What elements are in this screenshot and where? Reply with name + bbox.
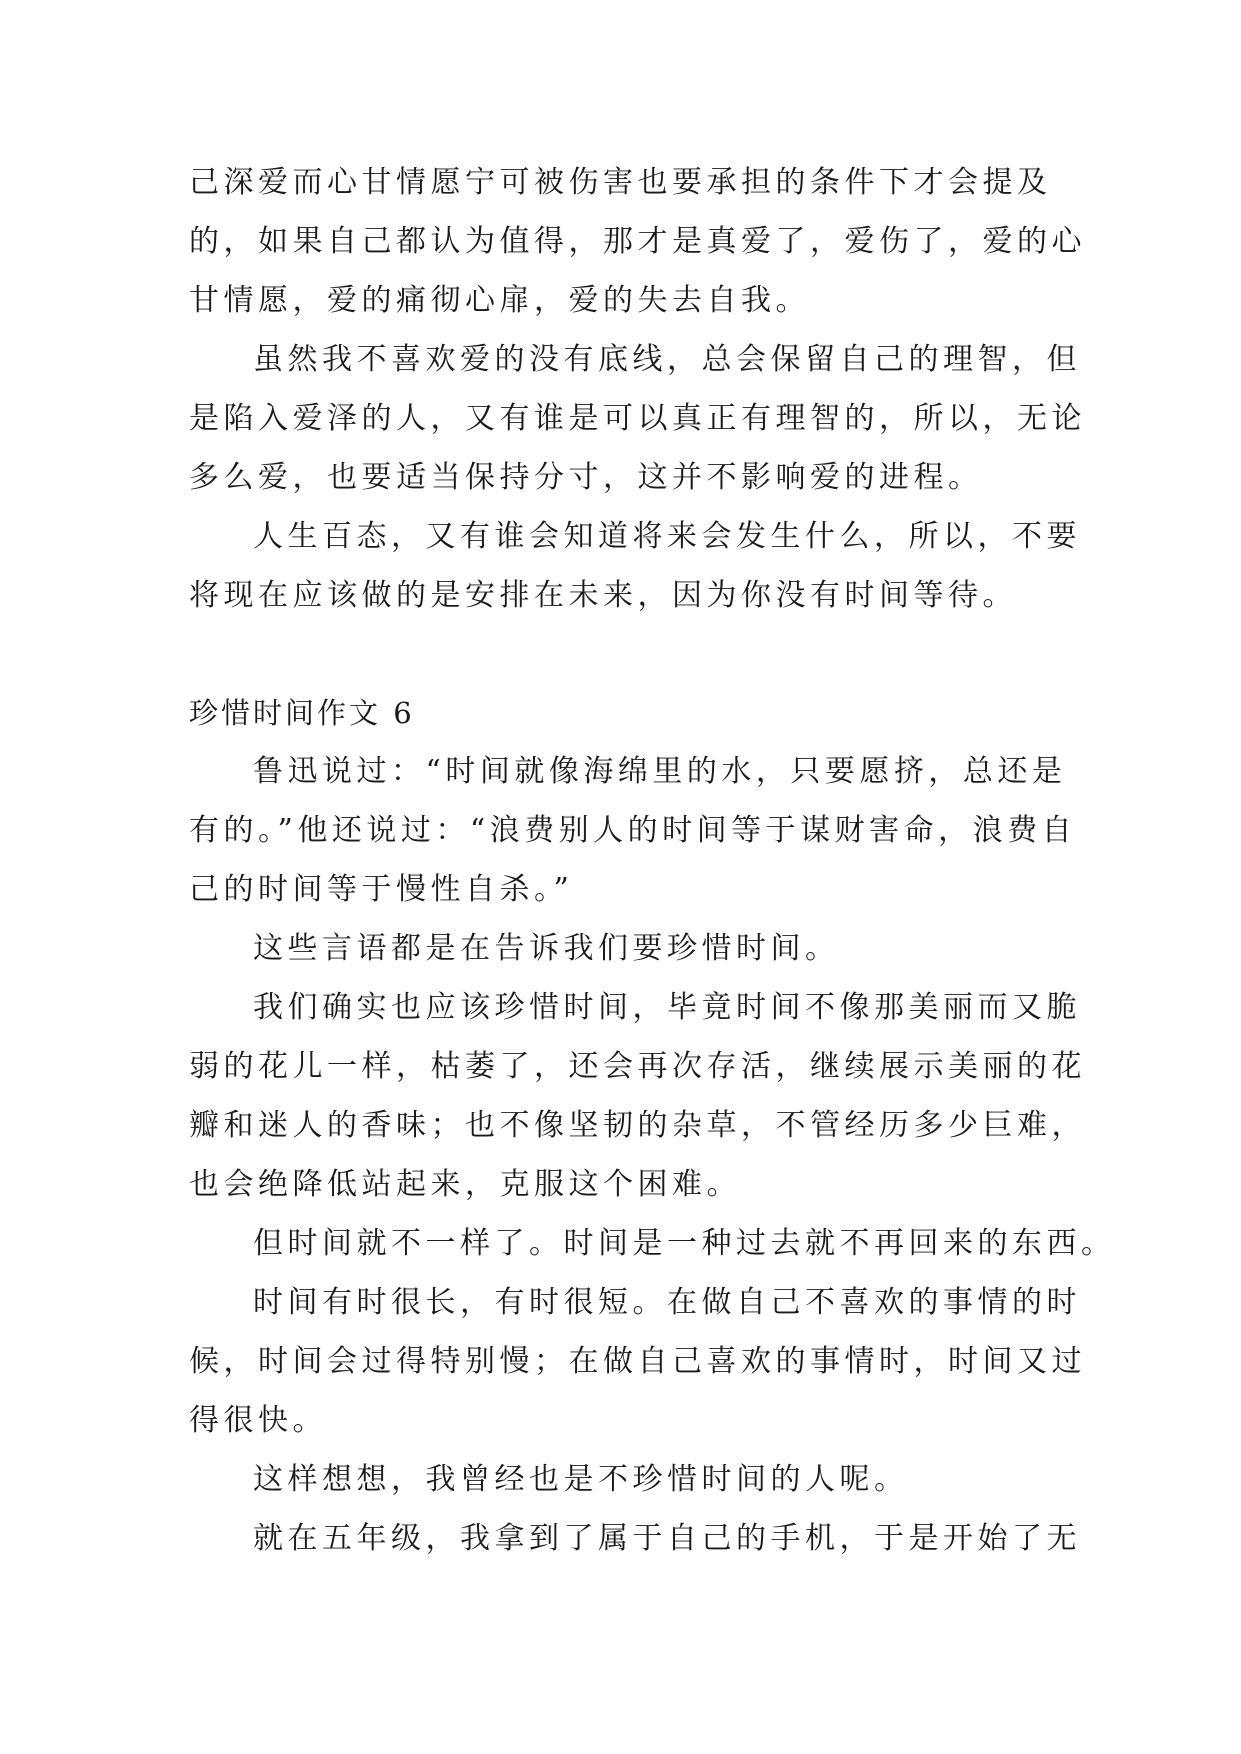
paragraph-line: 多么爱，也要适当保持分寸，这并不影响爱的进程。 (189, 460, 983, 495)
section-heading: 珍惜时间作文 6 (189, 696, 415, 730)
paragraph-line: 瓣和迷人的香味；也不像坚韧的杂草，不管经历多少巨难， (189, 1108, 1086, 1143)
paragraph-line: 将现在应该做的是安排在未来，因为你没有时间等待。 (189, 578, 1017, 613)
paragraph-line: 是陷入爱泽的人，又有谁是可以真正有理智的，所以，无论 (189, 401, 1086, 436)
paragraph-line: 但时间就不一样了。时间是一种过去就不再回来的东西。 (253, 1226, 1116, 1261)
paragraph-line: 我们确实也应该珍惜时间，毕竟时间不像那美丽而又脆 (253, 990, 1081, 1025)
paragraph-line: 甘情愿，爱的痛彻心扉，爱的失去自我。 (189, 283, 810, 318)
paragraph-line: 也会绝降低站起来，克服这个困难。 (189, 1167, 741, 1202)
paragraph-line: 己深爱而心甘情愿宁可被伤害也要承担的条件下才会提及 (189, 165, 1052, 200)
paragraph-line: 己的时间等于慢性自杀。” (189, 872, 574, 907)
paragraph-line: 虽然我不喜欢爱的没有底线，总会保留自己的理智，但 (253, 342, 1081, 377)
paragraph-line: 就在五年级，我拿到了属于自己的手机，于是开始了无 (253, 1521, 1081, 1556)
paragraph-line: 人生百态，又有谁会知道将来会发生什么，所以，不要 (253, 519, 1081, 554)
paragraph-line: 有的。”他还说过：“浪费别人的时间等于谋财害命，浪费自 (189, 813, 1077, 848)
paragraph-line: 弱的花儿一样，枯萎了，还会再次存活，继续展示美丽的花 (189, 1049, 1086, 1084)
paragraph-line: 这些言语都是在告诉我们要珍惜时间。 (253, 931, 840, 966)
paragraph-line: 的，如果自己都认为值得，那才是真爱了，爱伤了，爱的心 (189, 224, 1086, 259)
paragraph-line: 得很快。 (189, 1403, 327, 1438)
paragraph-line: 时间有时很长，有时很短。在做自己不喜欢的事情的时 (253, 1285, 1081, 1320)
paragraph-line: 候，时间会过得特别慢；在做自己喜欢的事情时，时间又过 (189, 1344, 1086, 1379)
paragraph-line: 这样想想，我曾经也是不珍惜时间的人呢。 (253, 1462, 909, 1497)
paragraph-line: 鲁迅说过：“时间就像海绵里的水，只要愿挤，总还是 (253, 754, 1067, 789)
